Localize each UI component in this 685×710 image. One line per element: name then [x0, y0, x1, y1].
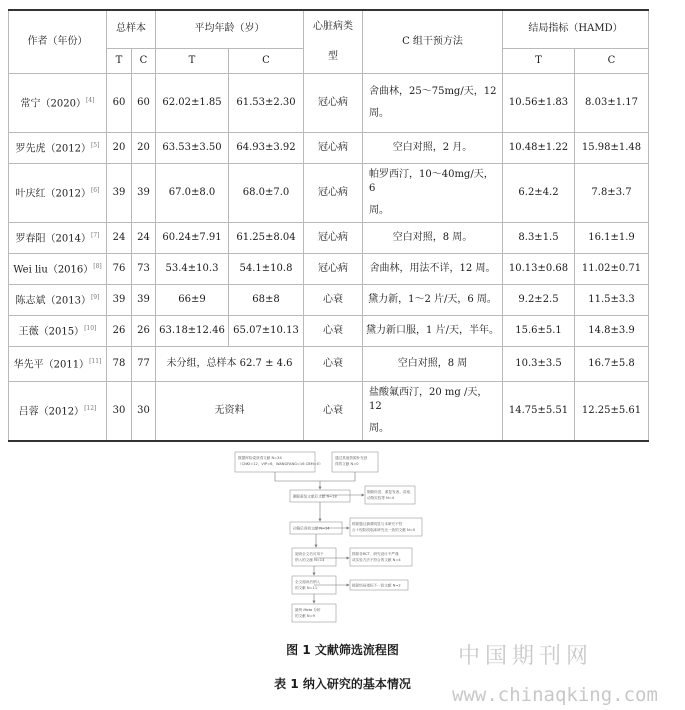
watermark-url: www.chinaqking.com	[452, 684, 658, 706]
table-caption: 表 1 纳入研究的基本情况	[274, 677, 411, 691]
author-cell: Wei liu（2016）[8]	[9, 253, 107, 284]
reference-mark: [9]	[90, 293, 100, 301]
sample-c-cell: 26	[132, 315, 156, 346]
flow-text-search-2: （CNKI=12，VIP=6，WANGFANG=16 CBM=0）	[238, 462, 323, 466]
disease-cell: 冠心病	[304, 132, 363, 163]
age-t-cell: 63.53±3.50	[156, 132, 229, 163]
flow-text-exclude-title-1: 排除题目摘要明显与本研究不符	[352, 522, 403, 526]
sample-t-cell: 39	[107, 284, 132, 315]
hamd-c-cell: 7.8±3.7	[575, 163, 649, 222]
flow-text-final-2: 的文献 N=9	[295, 614, 315, 618]
flow-box-exclude-nonrct	[350, 548, 412, 566]
age-t-cell: 62.02±1.85	[156, 73, 229, 132]
reference-mark: [11]	[89, 357, 102, 365]
author-cell: 罗先虎（2012）[5]	[9, 132, 107, 163]
reference-mark: [6]	[90, 186, 100, 194]
header-outcome: 结局指标（HAMD）	[503, 10, 649, 48]
header-age: 平均年龄（岁）	[156, 10, 304, 48]
author-cell: 常宁（2020）[4]	[9, 73, 107, 132]
age-c-cell: 54.1±10.8	[229, 253, 304, 284]
age-merged-cell: 未分组，总样本 62.7 ± 4.6	[156, 346, 304, 381]
sample-t-cell: 60	[107, 73, 132, 132]
age-c-cell: 64.93±3.92	[229, 132, 304, 163]
age-c-cell: 68±8	[229, 284, 304, 315]
disease-cell: 心衰	[304, 346, 363, 381]
table-row	[9, 222, 649, 253]
flow-text-included-1: 全文阅读后纳入	[295, 580, 321, 584]
hamd-t-cell: 10.3±3.5	[503, 346, 575, 381]
flow-text-other-2: 得的文献 N=0	[335, 462, 359, 466]
header-outcome-c: C	[575, 48, 649, 73]
sample-t-cell: 20	[107, 132, 132, 163]
method-cell: 盐酸氟西汀，20 mg /天，12 周。	[363, 381, 503, 441]
sample-t-cell: 76	[107, 253, 132, 284]
flow-text-exclude-title-2: 合十现阶段临床研究无一致的文献 N=0	[352, 528, 416, 532]
sample-c-cell: 73	[132, 253, 156, 284]
header-age-c: C	[229, 48, 304, 73]
flow-text-exclude-outcome: 排除结局指标不一致文献 N=2	[352, 583, 401, 588]
header-sample: 总样本	[107, 10, 156, 48]
table-row	[9, 163, 649, 222]
flow-text-fulltext-1: 阅读全文后可用于	[295, 552, 324, 556]
table-row	[9, 315, 649, 346]
hamd-c-cell: 16.1±1.9	[575, 222, 649, 253]
hamd-c-cell: 15.98±1.48	[575, 132, 649, 163]
author-cell: 罗春阳（2014）[7]	[9, 222, 107, 253]
hamd-t-cell: 10.13±0.68	[503, 253, 575, 284]
age-t-cell: 60.24±7.91	[156, 222, 229, 253]
hamd-t-cell: 10.56±1.83	[503, 73, 575, 132]
flow-text-fulltext-2: 纳入的文献 N=14	[295, 558, 325, 562]
reference-mark: [5]	[90, 141, 100, 149]
disease-cell: 冠心病	[304, 222, 363, 253]
age-c-cell: 68.0±7.0	[229, 163, 304, 222]
header-sample-c: C	[132, 48, 156, 73]
flow-text-initial-screen: 初筛后得到文献 N=14	[293, 526, 330, 531]
table-row	[9, 132, 649, 163]
watermark-logo-text: 中国期刊网	[458, 644, 594, 669]
table-row	[9, 381, 649, 441]
author-cell: 华先平（2011）[11]	[9, 346, 107, 381]
flow-text-dedup: 删除重复文献后文献 N=18	[293, 494, 337, 499]
sample-c-cell: 77	[132, 346, 156, 381]
hamd-c-cell: 11.02±0.71	[575, 253, 649, 284]
header-author: 作者（年份）	[9, 10, 107, 73]
sample-t-cell: 39	[107, 163, 132, 222]
method-cell: 舍曲林，25～75mg/天，12 周。	[363, 73, 503, 132]
flow-text-final-1: 最终 Meta 分析	[295, 608, 321, 612]
hamd-c-cell: 8.03±1.17	[575, 73, 649, 132]
hamd-t-cell: 10.48±1.22	[503, 132, 575, 163]
hamd-t-cell: 9.2±2.5	[503, 284, 575, 315]
sample-c-cell: 39	[132, 163, 156, 222]
age-t-cell: 53.4±10.3	[156, 253, 229, 284]
header-age-t: T	[156, 48, 229, 73]
flow-text-other-1: 通过其他资源补充获	[335, 456, 368, 460]
table-row	[9, 346, 649, 381]
disease-cell: 冠心病	[304, 73, 363, 132]
age-c-cell: 65.07±10.13	[229, 315, 304, 346]
sample-c-cell: 24	[132, 222, 156, 253]
age-t-cell: 63.18±12.46	[156, 315, 229, 346]
table-row	[9, 73, 649, 132]
study-table	[8, 9, 649, 442]
table-row	[9, 284, 649, 315]
hamd-t-cell: 15.6±5.1	[503, 315, 575, 346]
sample-c-cell: 39	[132, 284, 156, 315]
method-cell: 空白对照，8 周。	[363, 222, 503, 253]
screening-flowchart	[230, 448, 440, 628]
flow-box-final	[292, 604, 336, 622]
flow-text-exclude-nonrct-1: 排除非RCT、研究设计不严谨	[352, 552, 399, 556]
sample-t-cell: 78	[107, 346, 132, 381]
author-cell: 陈志斌（2013）[9]	[9, 284, 107, 315]
sample-c-cell: 60	[132, 73, 156, 132]
flow-text-exclude-nonrct-2: 或实验方法不符合的文献 N=4	[352, 558, 401, 562]
hamd-c-cell: 11.5±3.3	[575, 284, 649, 315]
reference-mark: [12]	[84, 405, 97, 413]
author-cell: 王薇（2015）[10]	[9, 315, 107, 346]
flow-text-exclude-review-1: 剔除综述、重复发表、讲座、	[367, 490, 414, 494]
flow-box-exclude-title	[350, 518, 422, 536]
hamd-t-cell: 14.75±5.51	[503, 381, 575, 441]
age-t-cell: 66±9	[156, 284, 229, 315]
hamd-c-cell: 12.25±5.61	[575, 381, 649, 441]
disease-cell: 心衰	[304, 381, 363, 441]
flow-text-exclude-review-2: 动物实验等 N=4	[367, 496, 395, 500]
header-disease	[304, 10, 363, 73]
flow-box-fulltext	[292, 548, 336, 566]
method-cell: 帕罗西汀，10～40mg/天，6 周。	[363, 163, 503, 222]
hamd-t-cell: 8.3±1.5	[503, 222, 575, 253]
header-disease-line2: 型	[328, 50, 338, 62]
reference-mark: [4]	[85, 96, 95, 104]
method-cell: 空白对照，2 月。	[363, 132, 503, 163]
figure-caption: 图 1 文献筛选流程图	[286, 643, 399, 657]
header-sample-t: T	[107, 48, 132, 73]
author-cell: 叶庆红（2012）[6]	[9, 163, 107, 222]
hamd-c-cell: 14.8±3.9	[575, 315, 649, 346]
method-cell: 黛力新口服，1 片/天，半年。	[363, 315, 503, 346]
header-method: C 组干预方法	[363, 10, 503, 73]
sample-t-cell: 24	[107, 222, 132, 253]
flow-text-search-1: 数据库检索获得文献 N=34	[238, 456, 282, 460]
disease-cell: 心衰	[304, 315, 363, 346]
method-cell: 黛力新，1～2 片/天，6 周。	[363, 284, 503, 315]
header-disease-line1: 心脏病类	[313, 20, 353, 32]
flow-box-exclude-review	[365, 486, 415, 504]
reference-mark: [7]	[90, 231, 100, 239]
sample-t-cell: 30	[107, 381, 132, 441]
sample-c-cell: 20	[132, 132, 156, 163]
sample-c-cell: 30	[132, 381, 156, 441]
disease-cell: 冠心病	[304, 163, 363, 222]
age-c-cell: 61.25±8.04	[229, 222, 304, 253]
age-c-cell: 61.53±2.30	[229, 73, 304, 132]
age-t-cell: 67.0±8.0	[156, 163, 229, 222]
header-outcome-t: T	[503, 48, 575, 73]
method-cell: 空白对照，8 周	[363, 346, 503, 381]
disease-cell: 心衰	[304, 284, 363, 315]
age-merged-cell: 无资料	[156, 381, 304, 441]
reference-mark: [10]	[84, 324, 97, 332]
hamd-c-cell: 16.7±5.8	[575, 346, 649, 381]
sample-t-cell: 26	[107, 315, 132, 346]
flow-text-included-2: 的文献 N=11	[295, 586, 318, 590]
author-cell: 吕蓉（2012）[12]	[9, 381, 107, 441]
disease-cell: 冠心病	[304, 253, 363, 284]
method-cell: 舍曲林，用法不详，12 周。	[363, 253, 503, 284]
table-row	[9, 253, 649, 284]
hamd-t-cell: 6.2±4.2	[503, 163, 575, 222]
reference-mark: [8]	[93, 262, 102, 270]
